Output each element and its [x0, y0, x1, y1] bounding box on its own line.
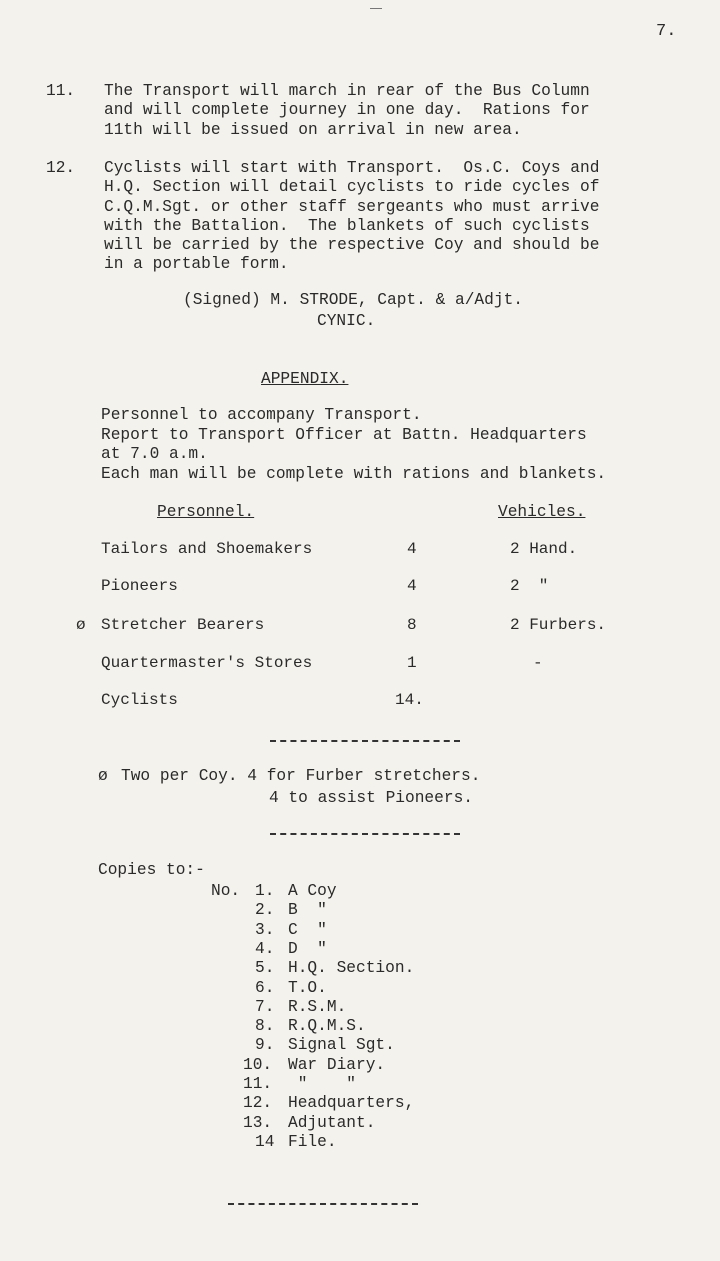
copy-recipient: Adjutant. [288, 1113, 376, 1132]
page-number: 7. [656, 22, 677, 41]
paragraph-line: C.Q.M.Sgt. or other staff sergeants who must arrive [104, 197, 600, 216]
row-count: 1 [407, 654, 417, 672]
appendix-intro-line: Each man will be complete with rations and blankets. [101, 465, 607, 483]
copy-number: 1. [255, 882, 275, 900]
row-count: 4 [407, 540, 417, 558]
copy-recipient: R.S.M. [288, 997, 347, 1016]
paragraph-line: with the Battalion. The blankets of such cyclists [104, 216, 590, 235]
copy-number: 14 [255, 1132, 275, 1151]
copy-recipient: Signal Sgt. [288, 1036, 395, 1055]
paragraph-number: 11. [46, 82, 76, 100]
copy-recipient: T.O. [288, 978, 327, 997]
appendix-title: APPENDIX. [261, 370, 349, 388]
copy-number: 3. [255, 920, 275, 939]
paragraph-line: The Transport will march in rear of the Bus Column [104, 82, 590, 100]
row-count: 8 [407, 616, 417, 634]
copy-number: 2. [255, 901, 275, 920]
divider [228, 1203, 418, 1205]
row-count: 4 [407, 577, 417, 595]
copy-number: 12. [243, 1094, 273, 1113]
paragraph-line: and will complete journey in one day. Rations for [104, 101, 590, 120]
divider [270, 833, 460, 835]
row-personnel: Pioneers [101, 577, 178, 595]
copy-recipient: War Diary. [288, 1055, 386, 1074]
copy-recipient: B " [288, 901, 327, 920]
row-footnote-mark: ø [76, 616, 86, 634]
copies-label: Copies to:- [98, 861, 205, 879]
copy-recipient: File. [288, 1132, 337, 1151]
copy-number: 5. [255, 959, 275, 978]
copy-recipient: D " [288, 939, 327, 958]
signature-unit: CYNIC. [317, 312, 376, 330]
paragraph-number: 12. [46, 159, 76, 177]
row-personnel: Cyclists [101, 691, 178, 709]
appendix-intro-line: Personnel to accompany Transport. [101, 406, 422, 424]
footnote-mark: ø [98, 767, 108, 785]
row-count: 14. [395, 691, 424, 709]
appendix-intro-line: Report to Transport Officer at Battn. Headquarters [101, 426, 587, 444]
column-header-vehicles: Vehicles. [498, 503, 586, 521]
paragraph-line: H.Q. Section will detail cyclists to ride cycles of [104, 178, 600, 197]
copy-number: 4. [255, 939, 275, 958]
row-vehicles: 2 Furbers. [510, 616, 607, 634]
copy-number: 7. [255, 997, 275, 1016]
copy-number: 6. [255, 978, 275, 997]
row-personnel: Stretcher Bearers [101, 616, 265, 634]
row-vehicles: - [533, 654, 543, 672]
row-personnel: Tailors and Shoemakers [101, 540, 313, 558]
copy-number: 9. [255, 1036, 275, 1055]
divider [270, 740, 460, 742]
top-mark [370, 8, 382, 9]
row-personnel: Quartermaster's Stores [101, 654, 313, 672]
copy-number: 8. [255, 1017, 275, 1036]
appendix-intro-line: at 7.0 a.m. [101, 445, 208, 463]
footnote-line: 4 to assist Pioneers. [269, 789, 473, 807]
copies-prefix: No. [211, 882, 241, 900]
paragraph-line: will be carried by the respective Coy and should be [104, 236, 600, 255]
column-header-personnel: Personnel. [157, 503, 255, 521]
paragraph-line: Cyclists will start with Transport. Os.C. Coys and [104, 159, 600, 177]
copy-recipient: " " [288, 1075, 356, 1093]
copy-recipient: A Coy [288, 882, 337, 900]
footnote-line: Two per Coy. 4 for Furber stretchers. [121, 767, 481, 785]
copy-number: 13. [243, 1113, 273, 1132]
row-vehicles: 2 " [510, 577, 549, 595]
copy-recipient: C " [288, 920, 327, 939]
copy-recipient: H.Q. Section. [288, 959, 415, 978]
copy-number: 10. [243, 1055, 273, 1074]
paragraph-line: in a portable form. [104, 255, 289, 274]
row-vehicles: 2 Hand. [510, 540, 578, 558]
copy-recipient: R.Q.M.S. [288, 1017, 366, 1036]
paragraph-line: 11th will be issued on arrival in new area. [104, 120, 522, 139]
copy-number: 11. [243, 1075, 273, 1093]
copy-recipient: Headquarters, [288, 1094, 415, 1113]
signature-line: (Signed) M. STRODE, Capt. & a/Adjt. [183, 291, 523, 309]
